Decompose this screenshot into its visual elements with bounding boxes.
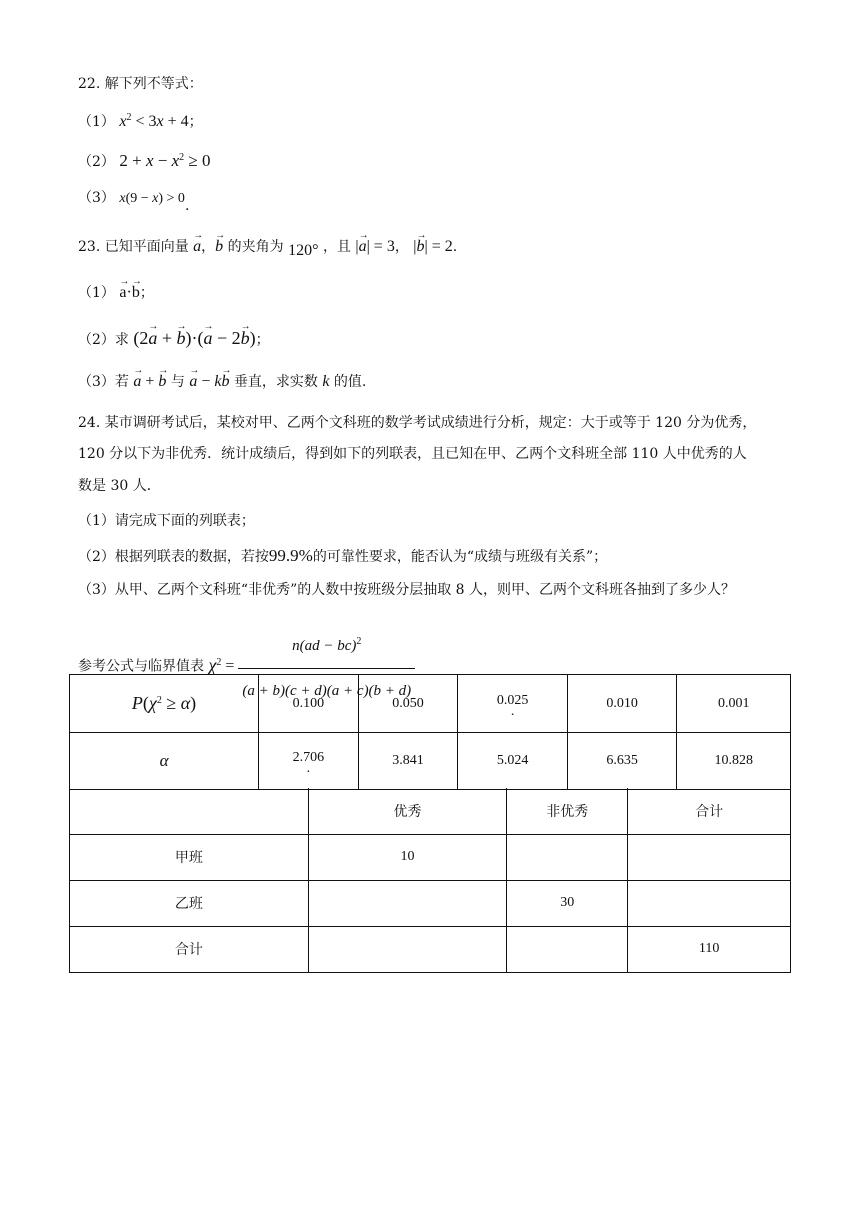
- q23-title-mid2: ，且: [322, 239, 351, 255]
- table-row: [70, 926, 791, 972]
- chi-square-formula: $\frac{n(ad - bc)^2}{(a + b)(c + d)(a + c)(b + d)}$: [238, 622, 415, 711]
- critical-value-cell: 2.706 .: [259, 733, 359, 790]
- table-cell: [308, 926, 507, 972]
- critical-value: 2.706: [292, 750, 325, 765]
- formula-label: 参考公式与临界值表: [78, 658, 204, 675]
- critical-row-values: [70, 733, 791, 790]
- q22-part1: （1） $x^2 < 3x + 4$；: [78, 112, 203, 130]
- q22-title: 22. 解下列不等式：: [78, 76, 203, 92]
- row-label: 乙班: [70, 880, 309, 926]
- critical-value-cell: 5.024: [458, 733, 568, 790]
- q22-part2: （2） $2 + x - x^2 \ge 0$: [78, 151, 211, 170]
- q24-part3: （3）从甲、乙两个文科班“非优秀”的人数中按班级分层抽取 8 人，则甲、乙两个文科班各抽到了多少人？: [78, 582, 736, 598]
- q23-part1: （1） → a·→ b；: [78, 283, 154, 303]
- contingency-corner: [70, 788, 309, 834]
- table-cell: 10: [308, 834, 507, 880]
- q23-part2: （2）求 (2→ a + → b)·(→ a − 2→ b)；: [78, 328, 270, 350]
- header-excellent: 优秀: [308, 788, 507, 834]
- q24-part2-percent: 99.9%: [268, 546, 313, 565]
- header-total: 合计: [628, 788, 791, 834]
- critical-value-cell: 10.828: [677, 733, 791, 790]
- formula-line: 参考公式与临界值表 $\chi^2$ = $\frac{n(ad - bc)^2}{(a + b)(c + d)(a + c)(b + d)}$: [78, 622, 415, 711]
- q24-part2-b: 的可靠性要求，能否认为“成绩与班级有关系”；: [312, 549, 608, 565]
- contingency-header-row: [70, 788, 791, 834]
- critical-row-probability: [70, 675, 791, 733]
- alpha-cell: 0.025 .: [458, 675, 568, 733]
- q22-part1-label: （1）: [78, 114, 115, 130]
- table-cell: [308, 880, 507, 926]
- q23-title: 23. 已知平面向量 → a，→ b 的夹角为 120° ，且 |→ a| = 3， |→ b| = 2.: [78, 237, 457, 257]
- q24-line3: 数是 30 人．: [78, 478, 161, 494]
- table-cell: [507, 834, 628, 880]
- q24-line1: 24. 某市调研考试后，某校对甲、乙两个文科班的数学考试成绩进行分析，规定：大于或等于 120 分为优秀，: [78, 415, 757, 431]
- probability-header: $P(\chi^2 \ge \alpha)$: [70, 675, 259, 733]
- critical-value-table: [69, 674, 791, 790]
- q23-title-mid1: 的夹角为: [227, 239, 284, 255]
- q22-part3-label: （3）: [78, 190, 115, 206]
- alpha-cell: 0.100: [259, 675, 359, 733]
- q24-part1: （1）请完成下面的列联表；: [78, 513, 255, 529]
- alpha-cell: 0.001: [677, 675, 791, 733]
- q23-part2-label: （2）求: [78, 332, 129, 348]
- alpha-value: 0.025: [496, 692, 529, 708]
- header-non-excellent: 非优秀: [507, 788, 628, 834]
- table-row: [70, 834, 791, 880]
- q23-part3-end: 垂直，求实数: [233, 374, 318, 390]
- table-cell: 30: [507, 880, 628, 926]
- q23-part3-mid: 与: [170, 374, 185, 390]
- q24-part2-a: （2）根据列联表的数据，若按: [78, 549, 269, 565]
- q23-title-prefix: 23. 已知平面向量: [78, 239, 189, 255]
- q24-line2: 120 分以下为非优秀．统计成绩后，得到如下的列联表，且已知在甲、乙两个文科班全部 110 人中优秀的人: [78, 446, 747, 462]
- q24-part2: [78, 546, 607, 567]
- row-label: 合计: [70, 926, 309, 972]
- table-cell: 110: [628, 926, 791, 972]
- critical-value-cell: 3.841: [358, 733, 458, 790]
- table-cell: [628, 880, 791, 926]
- q22-part3: （3） x(9 − x) > 0.: [78, 190, 190, 214]
- critical-value-cell: 6.635: [567, 733, 677, 790]
- table-cell: [628, 834, 791, 880]
- alpha-cell: 0.010: [567, 675, 677, 733]
- row-label: 甲班: [70, 834, 309, 880]
- alpha-cell: 0.050: [358, 675, 458, 733]
- table-cell: [507, 926, 628, 972]
- contingency-table: [69, 788, 791, 973]
- q22-part2-label: （2）: [78, 154, 115, 170]
- q23-part3-tail: 的值.: [333, 374, 367, 390]
- alpha-row-header: α: [70, 733, 259, 790]
- q23-part3-label: （3）若: [78, 374, 129, 390]
- table-row: [70, 880, 791, 926]
- q23-part1-label: （1）: [78, 285, 115, 301]
- q23-part3: （3）若 → a + → b 与 → a − k→ b 垂直，求实数 k 的值.: [78, 372, 366, 392]
